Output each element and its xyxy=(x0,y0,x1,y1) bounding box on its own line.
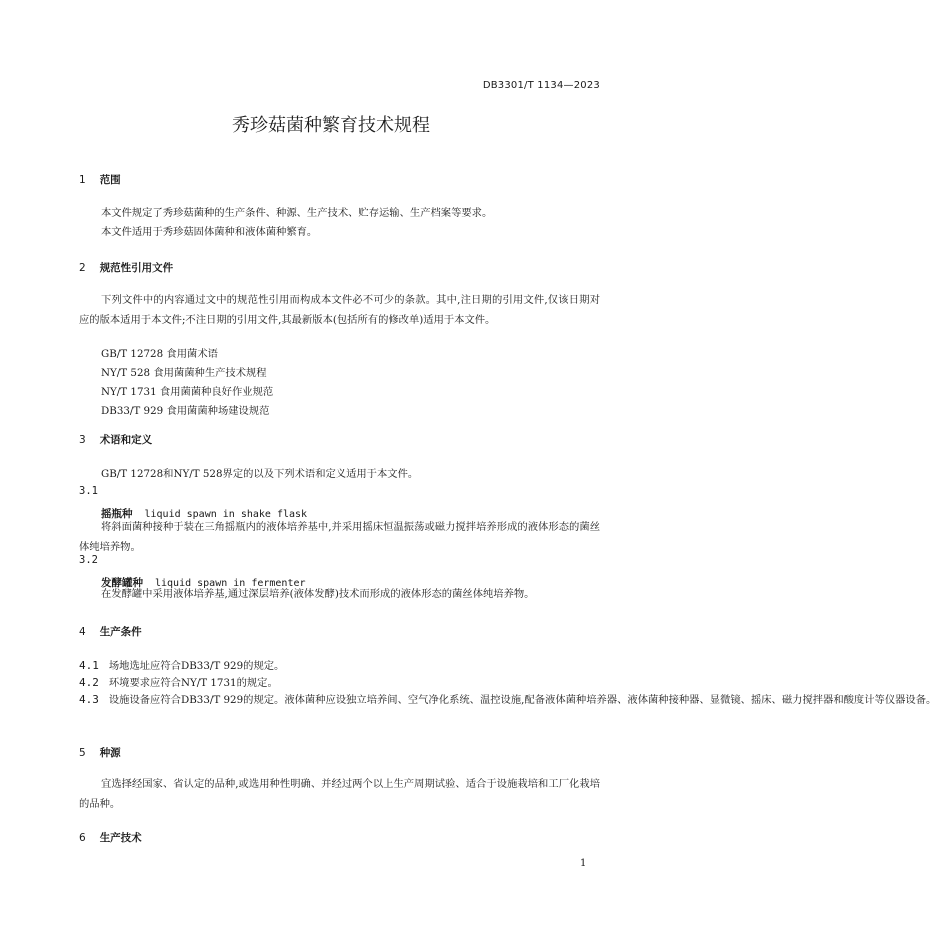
section-title: 种源 xyxy=(99,747,121,759)
section-number: 2 xyxy=(79,262,86,274)
reference-item: NY/T 528 食用菌菌种生产技术规程 xyxy=(101,367,267,379)
section-1-paragraph-1: 本文件规定了秀珍菇菌种的生产条件、种源、生产技术、贮存运输、生产档案等要求。 xyxy=(101,207,493,219)
clause-number: 4.2 xyxy=(79,676,99,689)
section-1-heading xyxy=(79,172,121,187)
document-title: 秀珍菇菌种繁育技术规程 xyxy=(232,115,430,136)
section-2-intro: 下列文件中的内容通过文中的规范性引用而构成本文件必不可少的条款。其中,注日期的引用文件,仅该日期对应的版本适用于本文件;不注日期的引用文件,其最新版本(包括所有的修改单)适用于本文件。 xyxy=(79,294,600,326)
term-definition: 将斜面菌种接种于装在三角摇瓶内的液体培养基中,并采用摇床恒温振荡或磁力搅拌培养形成的液体形态的菌丝体纯培养物。 xyxy=(79,521,600,553)
term-english: liquid spawn in fermenter xyxy=(155,578,306,589)
standard-code: DB3301/T 1134—2023 xyxy=(482,80,600,91)
clause-text: 环境要求应符合NY/T 1731的规定。 xyxy=(108,677,278,689)
section-number: 4 xyxy=(79,626,86,638)
clause-number: 4.3 xyxy=(79,693,99,706)
page-number: 1 xyxy=(580,858,587,869)
term-number: 3.2 xyxy=(79,554,98,566)
section-3-heading xyxy=(79,432,152,447)
section-2-heading xyxy=(79,260,173,275)
term-name: 发酵罐种 xyxy=(101,577,143,589)
section-title: 术语和定义 xyxy=(99,434,153,446)
term-name: 摇瓶种 xyxy=(101,508,133,520)
section-1-paragraph-2: 本文件适用于秀珍菇固体菌种和液体菌种繁育。 xyxy=(101,226,318,238)
section-5-paragraph: 宜选择经国家、省认定的品种,或选用种性明确、并经过两个以上生产周期试验、适合于设施栽培和工厂化栽培的品种。 xyxy=(79,778,600,810)
section-6-heading xyxy=(79,830,142,845)
clause-number: 4.1 xyxy=(79,659,99,672)
term-english: liquid spawn in shake flask xyxy=(144,509,308,520)
clause-text: 场地选址应符合DB33/T 929的规定。 xyxy=(108,660,285,672)
section-title: 范围 xyxy=(99,174,121,186)
reference-item: DB33/T 929 食用菌菌种场建设规范 xyxy=(101,405,270,417)
term-number: 3.1 xyxy=(79,485,98,497)
section-number: 5 xyxy=(79,747,86,759)
clause-4-3 xyxy=(79,690,936,711)
section-title: 生产技术 xyxy=(99,832,142,844)
section-number: 3 xyxy=(79,434,86,446)
term-definition: 在发酵罐中采用液体培养基,通过深层培养(液体发酵)技术而形成的液体形态的菌丝体纯培养物。 xyxy=(101,588,535,600)
section-title: 规范性引用文件 xyxy=(99,262,174,274)
section-3-intro: GB/T 12728和NY/T 528界定的以及下列术语和定义适用于本文件。 xyxy=(101,468,419,480)
section-4-heading xyxy=(79,624,142,639)
section-title: 生产条件 xyxy=(99,626,142,638)
reference-item: GB/T 12728 食用菌术语 xyxy=(101,348,218,360)
section-5-heading xyxy=(79,745,121,760)
reference-item: NY/T 1731 食用菌菌种良好作业规范 xyxy=(101,386,274,398)
section-number: 1 xyxy=(79,174,86,186)
section-number: 6 xyxy=(79,832,86,844)
clause-text: 设施设备应符合DB33/T 929的规定。液体菌种应设独立培养间、空气净化系统、温控设施,配备液体菌种培养器、液体菌种接种器、显微镜、摇床、磁力搅拌器和酸度计等仪器设备。 xyxy=(108,694,936,706)
